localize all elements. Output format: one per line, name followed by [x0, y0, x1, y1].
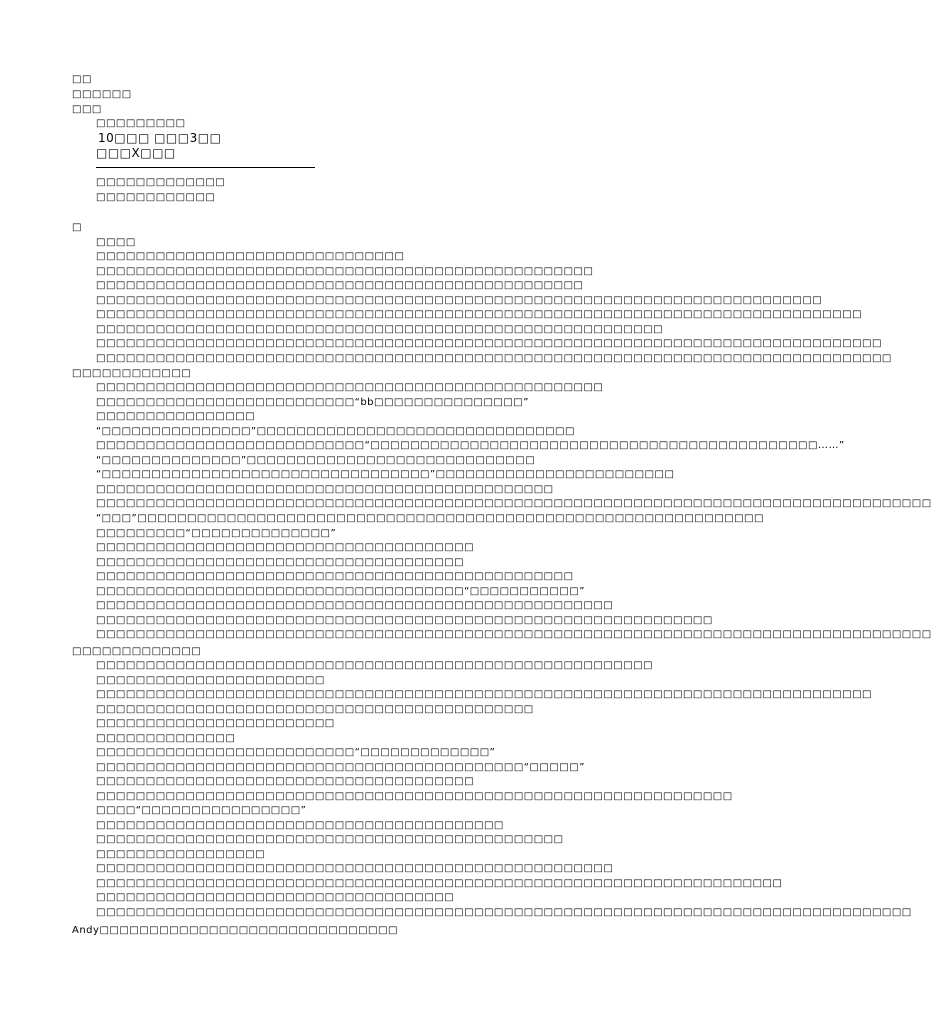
body-line: □□□□□□□□□□□□□□□□□□□□□□□□□□□□□□□□□□□□□□□□□□□□□□□□□□□□□□□□ — [96, 660, 654, 671]
body-line: □□□□□□□□□□□□□□□□□□□□□□□□□□□□□□□□□□□□□□□□□□□□□□□□□□□□ — [96, 600, 614, 611]
body-line: □□□□□□□□□□□□□□□□□□□□□□□□□□□□□□□□□□□□□□□□□□□□□□□□□□□□□□□□□□□□□□□□□□□□□□□□□□□□□□□□□□ — [96, 907, 912, 918]
body-line: □□□□□□□□□□□□□□□□□□□□□□□□□□□□□□□□□□□□□□□□□□□□□□ — [96, 484, 554, 495]
body-line: □□□□□□□□□□□□□□□□□□□□□□□□ — [96, 718, 335, 729]
body-line: □□□□□□□□□□□□□□□□□□□□□□□□□□□□□□□□□□□□□□□□□□□□□□□□□□□□□□□□□□□□□□□□□□□□□□□□□□□□□□□□ — [96, 353, 892, 364]
body-line: □□□□□□□□□□□□□□□□□□□□□□□□□□□□□□□□□□□□□□□□□□□□□□□□□□□□ — [96, 863, 614, 874]
body-line: □□□□□□□□□□□□□□□□□□□□□□□□□□□□□□□□□□□□□□□□□□□□□□□□□□□□□□□□□□□□□□□□ — [96, 791, 733, 802]
body-line: □□□□□□□□□□□□□□□□□□□□□□□□□□□□□□□□□□□□□□□□□□□□□□□□□□□ — [96, 382, 604, 393]
body-line: □□□□□□□□□□□□□□□□□□□□□□□□□□□□□□□□□□□□□□□□□□□□□□□□□□□□□□□□□□□□□□□□□□□□□□□□□ — [96, 295, 823, 306]
body-line: □□□□□□□□□□□□□□□□□□□□□□□□□□“□□□□□□□□□□□□□” — [96, 747, 496, 758]
body-line: □□□□□□□□□□□□□□□□□□□□□□□□□□□□□□□□□□□□□□□□□□□□□□□□□ — [96, 280, 584, 291]
header-divider — [96, 167, 315, 168]
body-line: □□□□□□□□□□□□□□□□□□□□□□□□□□□□□□□□□□□□ — [96, 892, 455, 903]
body-line: □□□□□□□□□□□□□□□□□□□□□□□□□□□□□□□□□□□□□□□□□□□□□□□□□□ — [96, 266, 594, 277]
body-line: □□□□□□□□□□□□□□□□□□□□□□□□□□□□□□□□□□□□□□□□□ — [96, 820, 504, 831]
body-line: Andy□□□□□□□□□□□□□□□□□□□□□□□□□□□□□□ — [72, 925, 398, 936]
body-line: □□□□□□□□□□□□□□□□□□□□□□□□□□□□□□□ — [96, 251, 405, 262]
header-line-2: □□□□□□ — [72, 89, 132, 100]
header-line-1: □□ — [72, 74, 92, 85]
body-line: “□□□□□□□□□□□□□□□□□□□□□□□□□□□□□□□□□”□□□□□□□□□□□□□□□□□□□□□□□□ — [96, 469, 675, 480]
body-line: □□□□□□□□□□□□□□□□□□□□□□□□□□□□□□□□□□□□□□□□□□□□ — [96, 704, 534, 715]
body-line: “□□□□□□□□□□□□□□□”□□□□□□□□□□□□□□□□□□□□□□□□□□□□□□□□ — [96, 426, 575, 437]
body-line: “□□□”□□□□□□□□□□□□□□□□□□□□□□□□□□□□□□□□□□□□□□□□□□□□□□□□□□□□□□□□□□□□□□□ — [96, 513, 764, 524]
header-line-3: □□□ — [72, 104, 102, 115]
body-line: □□□□ — [96, 237, 136, 248]
body-line: □ — [72, 222, 82, 233]
body-line: □□□□□□□□□□□□□□□□□□□□□□□□□□□□□□□□□□□□□ — [96, 557, 465, 568]
body-line: □□□□□□□□□□□□□□□□□□□□□□□□□□□□□□□□□□□□□□□□□□□□□□□ — [96, 834, 564, 845]
body-line: □□□□□□□□□□□□□□□□□□□□□□□□□□□□□□□□□□□□□□□□□□□□□□□□□□□□□□□□□□□□□□ — [96, 615, 713, 626]
body-line: □□□□□□□□□□□□□□□□□□□□□□□□□□□□□□□□□□□□□“□□□□□□□□□□□” — [96, 586, 585, 597]
body-line: □□□□□□□□□□□□□□□□ — [96, 411, 256, 422]
note-line-2: □□□□□□□□□□□□ — [96, 192, 216, 203]
body-line: □□□□□□□□□□□□□□□□□□□□□□□□□□□□□□□□□□□□□□□□□□□□□□□□□□□□□□□□□□□□□□□□□□□□□ — [96, 878, 783, 889]
meta-line-1: □□□□□□□□□ — [96, 118, 186, 129]
body-line: □□□□□□□□□□□□□ — [72, 646, 202, 657]
body-line: □□□□□□□□□□□□ — [72, 368, 192, 379]
body-line: □□□□□□□□□□□□□□□□□□□□□□□□□□□□□□□□□□□□□□□□□□□□□□□□□□□□□□□□□ — [96, 324, 664, 335]
meta-line-3: □□□X□□□ — [96, 146, 176, 160]
body-line: □□□□□□□□□□□□□□ — [96, 733, 236, 744]
body-line: □□□□□□□□□□□□□□□□□□□□□□□ — [96, 675, 325, 686]
body-line: □□□□□□□□□□□□□□□□□□□□□□□□□□□□□□□□□□□□□□□□□□□□□□□□□□□□□□□□□□□□□□□□□□□□□□□□□□□□□□ — [96, 689, 872, 700]
body-line: “□□□□□□□□□□□□□□”□□□□□□□□□□□□□□□□□□□□□□□□□□□□□ — [96, 455, 536, 466]
meta-line-2: 10□□□ □□□3□□ — [98, 131, 222, 145]
body-line: □□□□□□□□□□□□□□□□□□□□□□□□□□□“□□□□□□□□□□□□□□□□□□□□□□□□□□□□□□□□□□□□□□□□□□□□□……” — [96, 440, 845, 451]
body-line: □□□□□□□□□□□□□□□□□□□□□□□□□□□□□□□□□□□□□□□□□□□□□□□□□□□□□□□□□□□□□□□□□□□□□□□□□□□□□□□□□□□□ — [96, 629, 932, 640]
body-line: □□□□□□□□□□□□□□□□□□□□□□□□□□□□□□□□□□□□□□□□□□□□□□□□ — [96, 571, 574, 582]
body-line: □□□□□□□□□□□□□□□□□□□□□□□□□□□□□□□□□□□□□□ — [96, 776, 475, 787]
body-line: □□□□□□□□□□□□□□□□□□□□□□□□□□□□□□□□□□□□□□□□□□□□□□□□□□□□□□□□□□□□□□□□□□□□□□□□□□□□□ — [96, 309, 863, 320]
body-line: □□□□□□□□□□□□□□□□□□□□□□□□□□□□□□□□□□□□□□□□□□□□□□□□□□□□□□□□□□□□□□□□□□□□□□□□□□□□□□□□□□□□ — [96, 498, 932, 509]
body-line: □□□□□□□□□“□□□□□□□□□□□□□□” — [96, 528, 337, 539]
body-line: □□□□□□□□□□□□□□□□□□□□□□□□□□□□□□□□□□□□□□□□□□□“□□□□□” — [96, 762, 585, 773]
body-line: □□□□□□□□□□□□□□□□□□□□□□□□□□“bb□□□□□□□□□□□□□□□” — [96, 397, 529, 408]
body-line: □□□□□□□□□□□□□□□□□ — [96, 849, 266, 860]
body-line: □□□□“□□□□□□□□□□□□□□□□” — [96, 805, 307, 816]
note-line-1: □□□□□□□□□□□□□ — [96, 177, 226, 188]
body-line: □□□□□□□□□□□□□□□□□□□□□□□□□□□□□□□□□□□□□□ — [96, 542, 475, 553]
body-line: □□□□□□□□□□□□□□□□□□□□□□□□□□□□□□□□□□□□□□□□□□□□□□□□□□□□□□□□□□□□□□□□□□□□□□□□□□□□□□□ — [96, 338, 882, 349]
